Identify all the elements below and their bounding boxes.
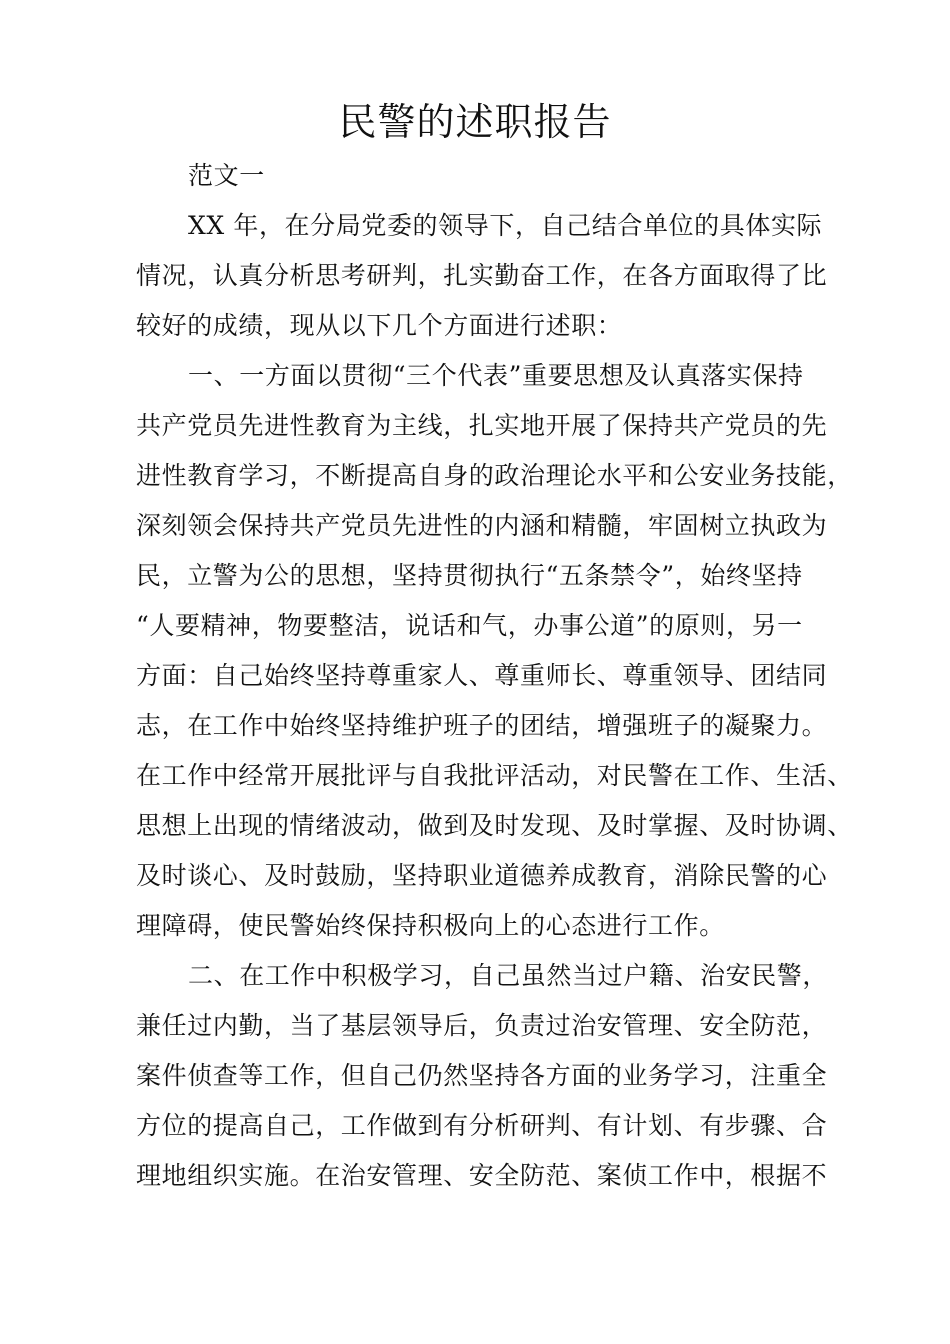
text-line: 思想上出现的情绪波动，做到及时发现、及时掌握、及时协调、 [136, 811, 853, 840]
text-line: 较好的成绩，现从以下几个方面进行述职： [136, 311, 623, 340]
text-line: 理地组织实施。在治安管理、安全防范、案侦工作中，根据不 [136, 1161, 828, 1190]
text-line: 一、一方面以贯彻“三个代表”重要思想及认真落实保持 [188, 361, 804, 390]
text-line: “人要精神，物要整洁，说话和气，办事公道”的原则，另一 [136, 611, 803, 640]
text-line: 情况，认真分析思考研判，扎实勤奋工作，在各方面取得了比 [136, 261, 828, 290]
document-title: 民警的述职报告 [338, 100, 612, 144]
text-line: 民，立警为公的思想，坚持贯彻执行“五条禁令”，始终坚持 [136, 561, 803, 590]
text-line: 在工作中经常开展批评与自我批评活动，对民警在工作、生活、 [136, 761, 853, 790]
text-line: 共产党员先进性教育为主线，扎实地开展了保持共产党员的先 [136, 411, 828, 440]
text-line: 进性教育学习，不断提高自身的政治理论水平和公安业务技能， [136, 461, 853, 490]
text-line: 二、在工作中积极学习，自己虽然当过户籍、治安民警， [188, 961, 829, 990]
text-line: 志，在工作中始终坚持维护班子的团结，增强班子的凝聚力。 [136, 711, 828, 740]
section-label: 范文一 [188, 161, 265, 190]
text-line: 案件侦查等工作，但自己仍然坚持各方面的业务学习，注重全 [136, 1061, 828, 1090]
text-line: XX 年，在分局党委的领导下，自己结合单位的具体实际 [188, 211, 823, 240]
text-line: 及时谈心、及时鼓励，坚持职业道德养成教育，消除民警的心 [136, 861, 828, 890]
text-line: 方位的提高自己，工作做到有分析研判、有计划、有步骤、合 [136, 1111, 828, 1140]
text-line: 深刻领会保持共产党员先进性的内涵和精髓，牢固树立执政为 [136, 511, 828, 540]
text-line: 兼任过内勤，当了基层领导后，负责过治安管理、安全防范， [136, 1011, 828, 1040]
text-line: 理障碍，使民警始终保持积极向上的心态进行工作。 [136, 911, 725, 940]
text-line: 方面：自己始终坚持尊重家人、尊重师长、尊重领导、团结同 [136, 661, 828, 690]
